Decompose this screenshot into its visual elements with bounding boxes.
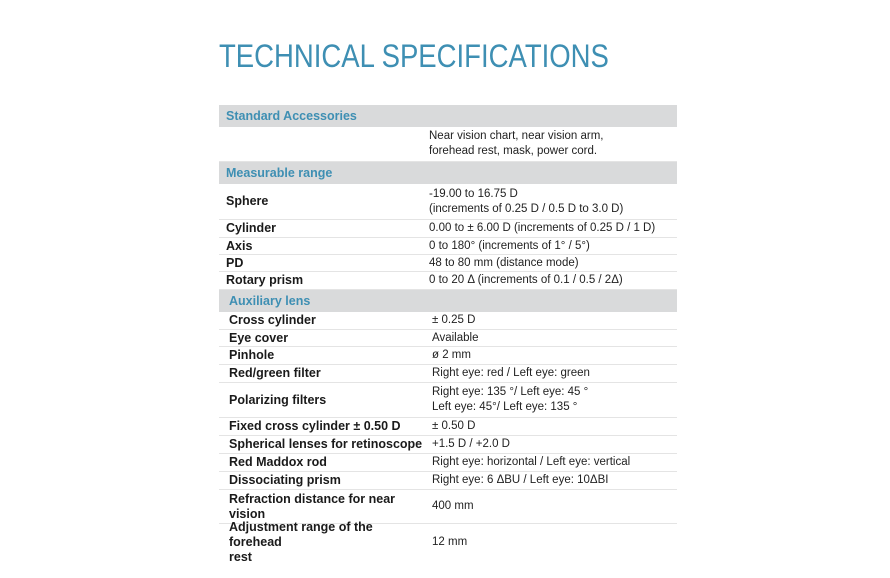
table-row [219, 454, 677, 472]
row-label: Axis [226, 238, 253, 253]
table-row [219, 312, 677, 330]
row-value: 400 mm [432, 500, 474, 512]
row-value: Right eye: 135 °/ Left eye: 45 ° Left eye: 45°/ Left eye: 135 ° [432, 386, 589, 413]
row-label: Polarizing filters [229, 392, 327, 407]
row-label: Red Maddox rod [229, 455, 327, 469]
row-value: Near vision chart, near vision arm, forehead rest, mask, power cord. [429, 130, 604, 157]
table-row [219, 519, 677, 564]
spec-table [219, 105, 677, 564]
row-value: Right eye: horizontal / Left eye: vertical [432, 456, 631, 468]
row-value: -19.00 to 16.75 D (increments of 0.25 D / 0.5 D to 3.0 D) [429, 187, 624, 215]
row-value: 0 to 180° (increments of 1° / 5°) [429, 239, 590, 252]
row-label: Fixed cross cylinder ± 0.50 D [229, 419, 401, 433]
row-label: Dissociating prism [229, 473, 341, 487]
row-value: 0.00 to ± 6.00 D (increments of 0.25 D / 1 D) [429, 222, 656, 234]
table-row [219, 383, 677, 418]
row-label: Cross cylinder [229, 313, 316, 327]
row-value: +1.5 D / +2.0 D [432, 438, 510, 450]
table-row [219, 238, 677, 255]
row-value: ± 0.50 D [432, 420, 476, 432]
page-title: TECHNICAL SPECIFICATIONS [219, 38, 609, 74]
row-label: Sphere [226, 194, 269, 208]
row-value: Right eye: 6 ΔBU / Left eye: 10ΔBI [432, 474, 609, 486]
row-value: Right eye: red / Left eye: green [432, 367, 590, 379]
table-row [219, 330, 677, 347]
row-label: Rotary prism [226, 273, 304, 287]
row-label: Adjustment range of the forehead rest [229, 519, 373, 564]
table-row [219, 184, 677, 220]
row-label: PD [226, 255, 244, 270]
table-row [219, 127, 677, 162]
table-row [219, 220, 677, 238]
section-header-auxiliary-lens: Auxiliary lens [219, 290, 677, 312]
row-label: Spherical lenses for retinoscope [229, 437, 423, 451]
table-row [219, 418, 677, 436]
row-value: ± 0.25 D [432, 314, 476, 326]
row-value: ø 2 mm [432, 349, 471, 361]
table-row [219, 255, 677, 272]
section-header-standard-accessories: Standard Accessories [219, 105, 677, 127]
row-value: 12 mm [432, 535, 468, 548]
table-row [219, 436, 677, 454]
table-row [219, 347, 677, 365]
row-value: Available [432, 331, 479, 344]
row-value: 48 to 80 mm (distance mode) [429, 256, 579, 269]
row-label: Eye cover [229, 330, 289, 345]
table-row [219, 365, 677, 383]
section-header-measurable-range: Measurable range [219, 162, 677, 184]
table-row [219, 472, 677, 490]
row-label: Cylinder [226, 221, 277, 235]
row-label: Red/green filter [229, 366, 321, 380]
row-value: 0 to 20 Δ (increments of 0.1 / 0.5 / 2Δ) [429, 274, 623, 286]
row-label: Pinhole [229, 348, 275, 362]
row-label: Refraction distance for near vision [229, 491, 396, 521]
table-row [219, 272, 677, 290]
